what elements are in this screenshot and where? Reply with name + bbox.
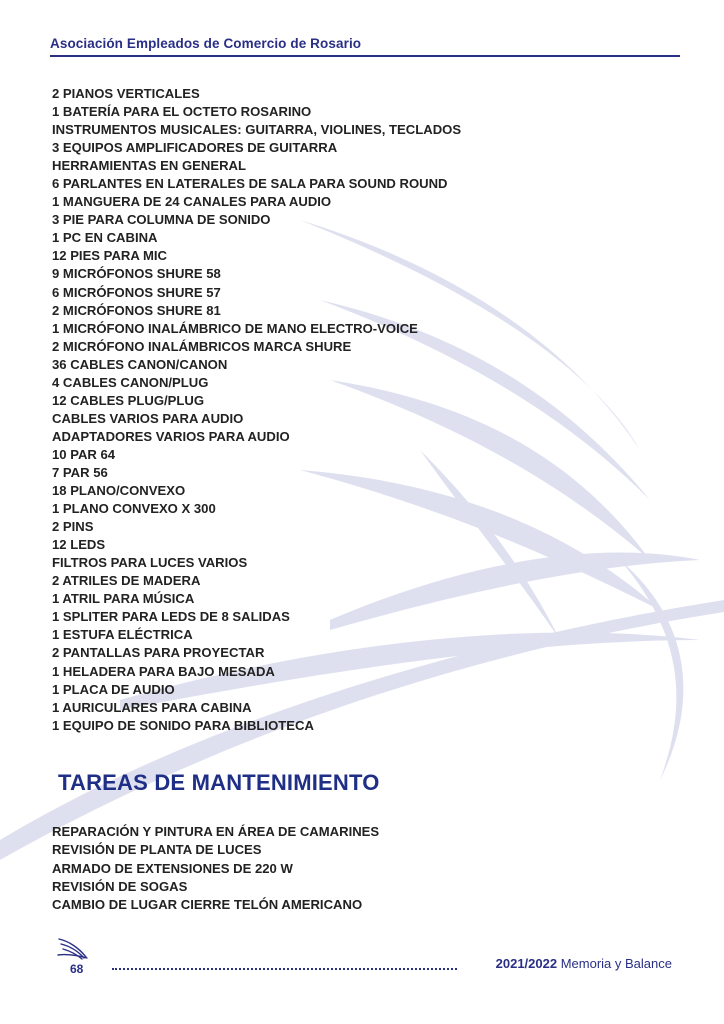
list-item: REPARACIÓN Y PINTURA EN ÁREA DE CAMARINES: [52, 824, 380, 839]
maintenance-list: [52, 823, 379, 914]
list-item: 12 PIES PARA MIC: [52, 248, 167, 264]
list-item: 2 PINS: [52, 519, 94, 535]
list-item: 1 PC EN CABINA: [52, 230, 158, 246]
list-item: 2 PANTALLAS PARA PROYECTAR: [52, 645, 265, 661]
list-item: 3 PIE PARA COLUMNA DE SONIDO: [52, 212, 271, 228]
header-divider: [50, 55, 680, 57]
list-item: 2 MICRÓFONOS SHURE 81: [52, 302, 221, 318]
list-item: 2 MICRÓFONO INALÁMBRICOS MARCA SHURE: [52, 338, 352, 354]
list-item: 1 PLACA DE AUDIO: [52, 681, 175, 697]
list-item: ARMADO DE EXTENSIONES DE 220 W: [52, 860, 293, 876]
list-item: 1 PLANO CONVEXO X 300: [52, 501, 216, 517]
list-item: 1 EQUIPO DE SONIDO PARA BIBLIOTECA: [52, 717, 314, 733]
list-item: 3 EQUIPOS AMPLIFICADORES DE GUITARRA: [52, 140, 338, 156]
list-item: 1 BATERÍA PARA EL OCTETO ROSARINO: [52, 104, 312, 120]
footer-year: 2021/2022: [495, 956, 558, 971]
list-item: 9 MICRÓFONOS SHURE 58: [52, 266, 221, 282]
list-item: CABLES VARIOS PARA AUDIO: [52, 410, 244, 426]
list-item: 36 CABLES CANON/CANON: [52, 356, 228, 372]
inventory-list: [52, 85, 461, 735]
list-item: CAMBIO DE LUGAR CIERRE TELÓN AMERICANO: [52, 897, 363, 913]
list-item: 1 ESTUFA ELÉCTRICA: [52, 627, 193, 643]
footer-dotted-rule: [112, 968, 457, 970]
list-item: REVISIÓN DE PLANTA DE LUCES: [52, 842, 262, 858]
list-item: FILTROS PARA LUCES VARIOS: [52, 555, 248, 571]
list-item: 2 ATRILES DE MADERA: [52, 573, 201, 589]
footer-document-label: [496, 956, 672, 971]
section-title: TAREAS DE MANTENIMIENTO: [58, 770, 380, 795]
list-item: 1 MANGUERA DE 24 CANALES PARA AUDIO: [52, 194, 332, 210]
list-item: 1 ATRIL PARA MÚSICA: [52, 591, 195, 607]
list-item: 1 HELADERA PARA BAJO MESADA: [52, 663, 275, 679]
list-item: HERRAMIENTAS EN GENERAL: [52, 158, 246, 174]
list-item: 10 PAR 64: [52, 446, 116, 462]
list-item: INSTRUMENTOS MUSICALES: GUITARRA, VIOLINES, TECLADOS: [52, 122, 462, 138]
list-item: 1 SPLITER PARA LEDS DE 8 SALIDAS: [52, 609, 290, 625]
list-item: ADAPTADORES VARIOS PARA AUDIO: [52, 428, 290, 444]
list-item: 12 LEDS: [52, 537, 106, 553]
list-item: 2 PIANOS VERTICALES: [52, 86, 200, 101]
list-item: 6 MICRÓFONOS SHURE 57: [52, 284, 221, 300]
page-number: 68: [70, 962, 84, 976]
list-item: 7 PAR 56: [52, 464, 108, 480]
footer-document-title: Memoria y Balance: [560, 956, 672, 971]
list-item: 1 MICRÓFONO INALÁMBRICO DE MANO ELECTRO-VOICE: [52, 320, 418, 336]
header-title: Asociación Empleados de Comercio de Rosario: [50, 36, 362, 51]
list-item: 12 CABLES PLUG/PLUG: [52, 392, 205, 408]
list-item: 6 PARLANTES EN LATERALES DE SALA PARA SOUND ROUND: [52, 176, 448, 192]
list-item: REVISIÓN DE SOGAS: [52, 878, 188, 894]
wing-logo-icon: [56, 935, 90, 961]
list-item: 4 CABLES CANON/PLUG: [52, 374, 209, 390]
list-item: 18 PLANO/CONVEXO: [52, 483, 186, 499]
list-item: 1 AURICULARES PARA CABINA: [52, 699, 252, 715]
